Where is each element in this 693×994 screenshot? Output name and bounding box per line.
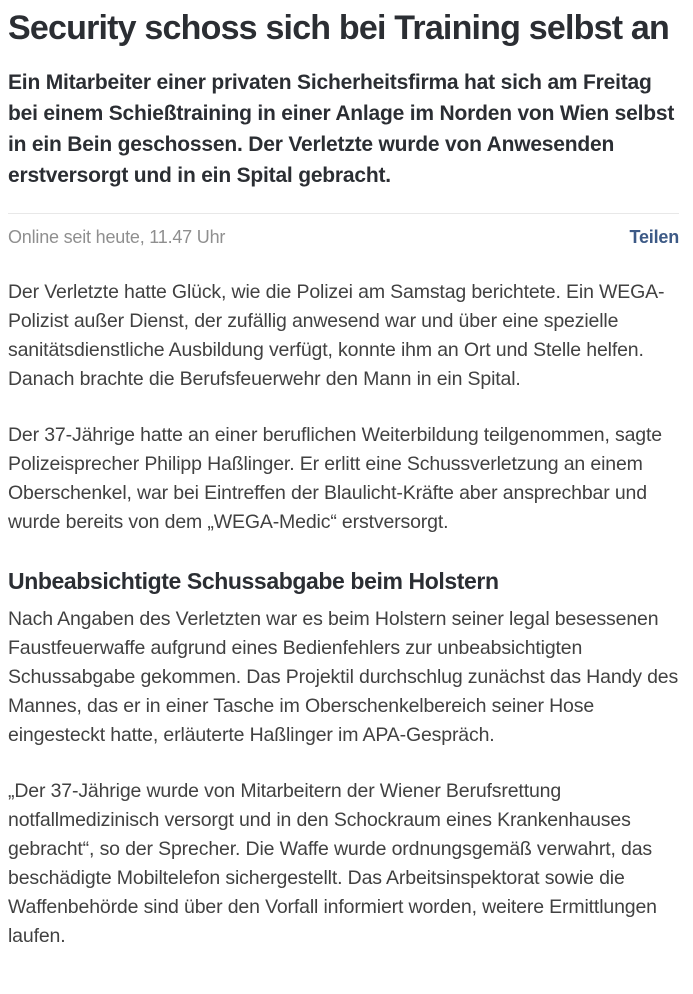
body-paragraph-1: Der Verletzte hatte Glück, wie die Polizei am Samstag berichtete. Ein WEGA-Polizist außer Dienst, der zufällig anwesend war und über eine spezielle sanitätsdienstliche Ausbildung verfügt, konnte ihm an Ort und Stelle helfen. Danach brachte die Berufsfeuerwehr den Mann in ein Spital. [8, 280, 665, 390]
article-lead: Ein Mitarbeiter einer privaten Sicherheitsfirma hat sich am Freitag bei einem Schießtraining in einer Anlage im Norden von Wien selbst in ein Bein geschossen. Der Verletzte wurde von Anwesenden erstversorgt und in ein Spital gebracht. [8, 70, 675, 187]
share-link[interactable]: Teilen [629, 226, 679, 247]
body-paragraph-3: Nach Angaben des Verletzten war es beim Holstern seiner legal besessenen Faustfeuerwaffe aufgrund eines Bedienfehlers zur unbeabsichtigten Schussabgabe gekommen. Das Projektil durchschlug zunächst das Handy des Mannes, das er in einer Tasche im Oberschenkelbereich seiner Hose eingesteckt hatte, erläuterte Haßlinger im APA-Gespräch. [8, 607, 679, 746]
article-subheading: Unbeabsichtigte Schussabgabe beim Holstern [8, 567, 499, 594]
body-paragraph-2: Der 37-Jährige hatte an einer beruflichen Weiterbildung teilgenommen, sagte Polizeisprecher Philipp Haßlinger. Er erlitt eine Schussverletzung an einem Oberschenkel, war bei Eintreffen der Blaulicht-Kräfte aber ansprechbar und wurde bereits von dem „WEGA-Medic“ erstversorgt. [8, 423, 662, 533]
publish-timestamp: Online seit heute, 11.47 Uhr [8, 226, 226, 247]
body-paragraph-4: „Der 37-Jährige wurde von Mitarbeitern der Wiener Berufsrettung notfallmedizinisch versorgt und in den Schockraum eines Krankenhauses gebracht“, so der Sprecher. Die Waffe wurde ordnungsgemäß verwahrt, das beschädigte Mobiltelefon sichergestellt. Das Arbeitsinspektorat sowie die Waffenbehörde sind über den Vorfall informiert worden, weitere Ermittlungen laufen. [8, 779, 657, 947]
article-meta-bar [8, 213, 679, 248]
article-headline: Security schoss sich bei Training selbst an [8, 9, 669, 47]
